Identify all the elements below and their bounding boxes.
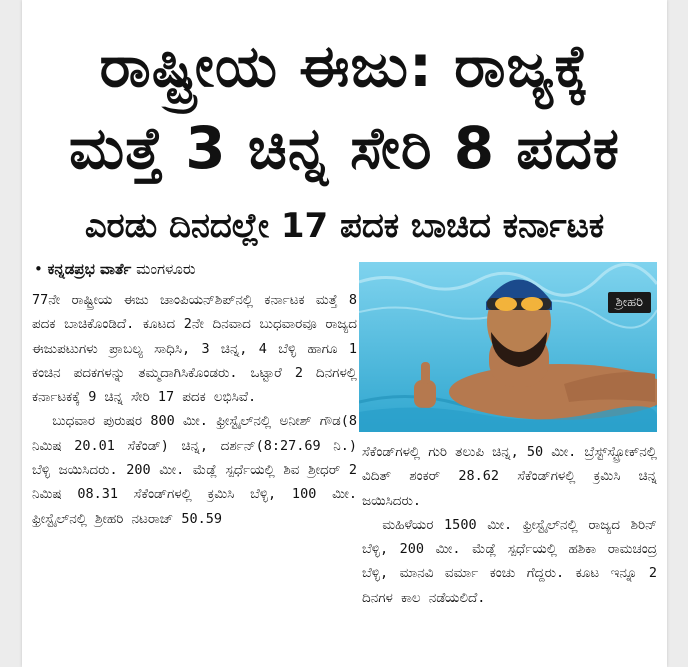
dateline-source: ಕನ್ನಡಪ್ರಭ ವಾರ್ತೆ xyxy=(47,260,132,278)
swimmer-illustration xyxy=(359,262,657,432)
subheadline: ಎರಡು ದಿನದಲ್ಲೇ 17 ಪದಕ ಬಾಚಿದ ಕರ್ನಾಟಕ xyxy=(84,206,605,246)
swimmer-photo xyxy=(359,262,657,432)
article-column-2 xyxy=(362,440,657,655)
newspaper-clipping xyxy=(22,0,667,667)
headline-line-1: ರಾಷ್ಟ್ರೀಯ ಈಜು: ರಾಜ್ಯಕ್ಕೆ xyxy=(99,32,590,100)
article-column-1 xyxy=(32,288,357,658)
article-paragraph: 77ನೇ ರಾಷ್ಟ್ರೀಯ ಈಜು ಚಾಂಪಿಯನ್‌ಶಿಪ್‌ನಲ್ಲಿ ಕರ್ನಾಟಕ ಮತ್ತೆ 8 ಪದಕ ಬಾಚಿಕೊಂಡಿದೆ. ಕೂಟದ 2ನೇ ದಿನವಾದ ಬುಧವಾರವೂ ರಾಜ್ಯದ ಈಜುಪಟುಗಳು ಪ್ರಾಬಲ್ಯ ಸಾಧಿಸಿ, 3 ಚಿನ್ನ, 4 ಬೆಳ್ಳಿ ಹಾಗೂ 1 ಕಂಚಿನ ಪದಕಗಳನ್ನು ತಮ್ಮದಾಗಿಸಿಕೊಂಡರು. ಒಟ್ಟಾರೆ 2 ದಿನಗಳಲ್ಲಿ ಕರ್ನಾಟಕಕ್ಕೆ 9 ಚಿನ್ನ ಸೇರಿ 17 ಪದಕ ಲಭಿಸಿವೆ. xyxy=(32,292,357,406)
dateline xyxy=(34,258,196,280)
article-paragraph: ಮಹಿಳೆಯರ 1500 ಮೀ. ಫ್ರೀಸ್ಟೈಲ್‌ನಲ್ಲಿ ರಾಜ್ಯದ ಶಿರಿನ್ ಬೆಳ್ಳಿ, 200 ಮೀ. ಮೆಡ್ಲೆ ಸ್ಪರ್ಧೆಯಲ್ಲಿ ಹಶಿಕಾ ರಾಮಚಂದ್ರ ಬೆಳ್ಳಿ, ಮಾನವಿ ವರ್ಮಾ ಕಂಚು ಗೆದ್ದರು. ಕೂಟ ಇನ್ನೂ 2 ದಿನಗಳ ಕಾಲ ನಡೆಯಲಿದೆ. xyxy=(362,516,657,606)
dateline-place: ಮಂಗಳೂರು xyxy=(136,260,196,278)
photo-caption: ಶ್ರೀಹರಿ xyxy=(608,292,651,313)
article-paragraph: ಸೆಕೆಂಡ್‌ಗಳಲ್ಲಿ ಗುರಿ ತಲುಪಿ ಚಿನ್ನ, 50 ಮೀ. ಬ್ರೆಸ್ಟ್‌ಸ್ಟ್ರೋಕ್‌ನಲ್ಲಿ ವಿದಿತ್ ಶಂಕರ್ 28.62 ಸೆಕೆಂಡ್‌ಗಳಲ್ಲಿ ಕ್ರಮಿಸಿ ಚಿನ್ನ ಜಯಿಸಿದರು. xyxy=(362,444,657,509)
article-paragraph: ಬುಧವಾರ ಪುರುಷರ 800 ಮೀ. ಫ್ರೀಸ್ಟೈಲ್‌ನಲ್ಲಿ ಅನೀಶ್ ಗೌಡ(8 ನಿಮಿಷ 20.01 ಸೆಕೆಂಡ್) ಚಿನ್ನ, ದರ್ಶನ್(8:27.69 ನಿ.) ಬೆಳ್ಳಿ ಜಯಿಸಿದರು. 200 ಮೀ. ಮೆಡ್ಲೆ ಸ್ಪರ್ಧೆಯಲ್ಲಿ ಶಿವ ಶ್ರೀಧರ್ 2 ನಿಮಿಷ 08.31 ಸೆಕೆಂಡ್‌ಗಳಲ್ಲಿ ಕ್ರಮಿಸಿ ಬೆಳ್ಳಿ, 100 ಮೀ. ಫ್ರೀಸ್ಟೈಲ್‌ನಲ್ಲಿ ಶ್ರೀಹರಿ ನಟರಾಜ್ 50.59 xyxy=(32,413,357,527)
dateline-bullet: • xyxy=(34,260,43,278)
headline-line-2: ಮತ್ತೆ 3 ಚಿನ್ನ ಸೇರಿ 8 ಪದಕ xyxy=(68,114,621,182)
